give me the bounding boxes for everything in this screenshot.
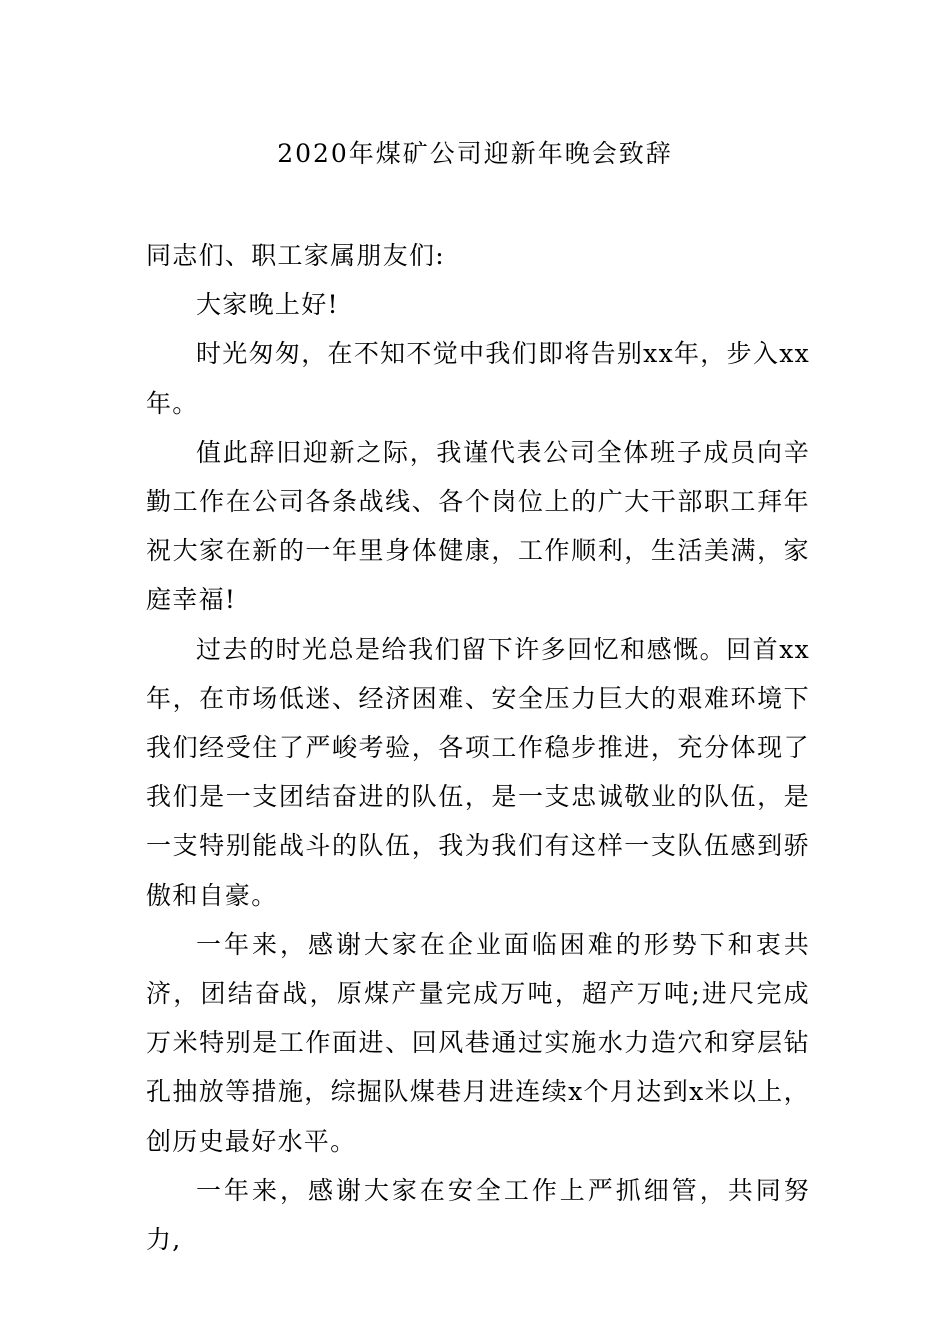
salutation: 同志们、职工家属朋友们: (146, 241, 446, 270)
paragraph-greeting: 大家晚上好! (196, 290, 339, 320)
paragraph-production: 一年来，感谢大家在企业面临困难的形势下和衷共济，团结奋战，原煤产量完成万吨，超产万吨;进尺完成万米特别是工作面进、回风巷通过实施水力造穴和穿层钻孔抽放等措施，综掘队煤巷月进连续x个月达到x米以上，创历史最好水平。 (146, 929, 810, 1156)
paragraph-review: 过去的时光总是给我们留下许多回忆和感慨。回首xx年，在市场低迷、经济困难、安全压力巨大的艰难环境下我们经受住了严峻考验，各项工作稳步推进，充分体现了我们是一支团结奋进的队伍，是一支忠诚敬业的队伍，是一支特别能战斗的队伍，我为我们有这样一支队伍感到骄傲和自豪。 (146, 634, 810, 910)
paragraph-safety: 一年来，感谢大家在安全工作上严抓细管，共同努力, (146, 1175, 810, 1255)
document-title: 2020年煤矿公司迎新年晚会致辞 (277, 139, 673, 168)
paragraph-new-year-wishes: 值此辞旧迎新之际，我谨代表公司全体班子成员向辛勤工作在公司各条战线、各个岗位上的广大干部职工拜年祝大家在新的一年里身体健康，工作顺利，生活美满，家庭幸福! (146, 437, 810, 615)
document-body (146, 231, 810, 1264)
paragraph-time: 时光匆匆，在不知不觉中我们即将告别xx年，步入xx年。 (146, 339, 810, 418)
